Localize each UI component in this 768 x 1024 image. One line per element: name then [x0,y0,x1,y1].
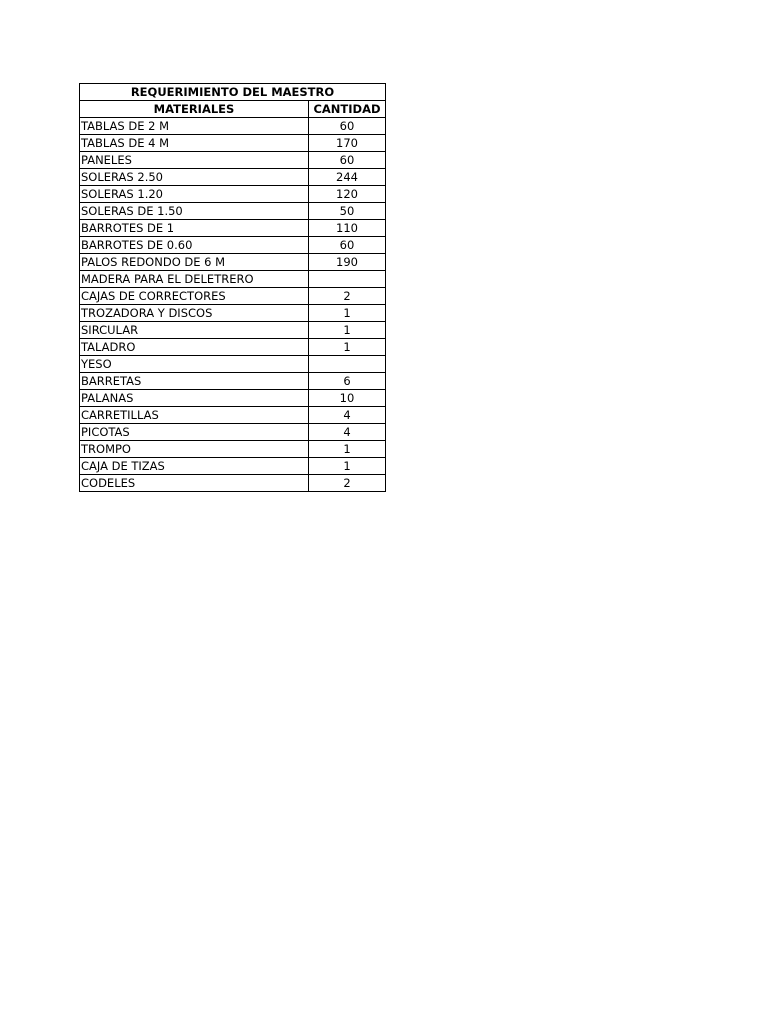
cantidad-cell: 6 [309,373,386,390]
material-cell: CODELES [80,475,309,492]
cantidad-cell: 190 [309,254,386,271]
cantidad-cell: 60 [309,237,386,254]
table-row [80,407,386,424]
table-row [80,288,386,305]
table-title-row [80,84,386,101]
cantidad-cell [309,356,386,373]
material-cell: CARRETILLAS [80,407,309,424]
material-cell: SOLERAS 2.50 [80,169,309,186]
table-row [80,339,386,356]
table-row [80,220,386,237]
material-cell: SIRCULAR [80,322,309,339]
cantidad-cell: 2 [309,288,386,305]
cantidad-cell: 1 [309,322,386,339]
table-row [80,356,386,373]
material-cell: TROMPO [80,441,309,458]
table-row [80,373,386,390]
material-cell: SOLERAS DE 1.50 [80,203,309,220]
cantidad-cell: 170 [309,135,386,152]
header-materiales: MATERIALES [80,101,309,118]
material-cell: TABLAS DE 2 M [80,118,309,135]
material-cell: TROZADORA Y DISCOS [80,305,309,322]
cantidad-cell: 1 [309,339,386,356]
table-row [80,305,386,322]
material-cell: MADERA PARA EL DELETRERO [80,271,309,288]
material-cell: PANELES [80,152,309,169]
requirements-table [79,83,386,492]
cantidad-cell: 1 [309,305,386,322]
cantidad-cell [309,271,386,288]
table-row [80,237,386,254]
header-cantidad: CANTIDAD [309,101,386,118]
cantidad-cell: 4 [309,407,386,424]
material-cell: CAJA DE TIZAS [80,458,309,475]
material-cell: BARRETAS [80,373,309,390]
cantidad-cell: 244 [309,169,386,186]
table-row [80,135,386,152]
cantidad-cell: 1 [309,458,386,475]
table-row [80,424,386,441]
table-row [80,475,386,492]
table-row [80,458,386,475]
table-row [80,390,386,407]
cantidad-cell: 60 [309,152,386,169]
table-row [80,271,386,288]
cantidad-cell: 50 [309,203,386,220]
cantidad-cell: 1 [309,441,386,458]
table-row [80,152,386,169]
cantidad-cell: 110 [309,220,386,237]
material-cell: CAJAS DE CORRECTORES [80,288,309,305]
material-cell: BARROTES DE 1 [80,220,309,237]
table-row [80,118,386,135]
cantidad-cell: 4 [309,424,386,441]
cantidad-cell: 10 [309,390,386,407]
material-cell: SOLERAS 1.20 [80,186,309,203]
material-cell: BARROTES DE 0.60 [80,237,309,254]
material-cell: YESO [80,356,309,373]
table-title: REQUERIMIENTO DEL MAESTRO [80,84,386,101]
table-header-row [80,101,386,118]
material-cell: PALANAS [80,390,309,407]
table-row [80,441,386,458]
cantidad-cell: 120 [309,186,386,203]
material-cell: PICOTAS [80,424,309,441]
table-row [80,169,386,186]
table-row [80,203,386,220]
table-row [80,186,386,203]
material-cell: TALADRO [80,339,309,356]
table-row [80,254,386,271]
cantidad-cell: 60 [309,118,386,135]
material-cell: PALOS REDONDO DE 6 M [80,254,309,271]
material-cell: TABLAS DE 4 M [80,135,309,152]
table-row [80,322,386,339]
cantidad-cell: 2 [309,475,386,492]
